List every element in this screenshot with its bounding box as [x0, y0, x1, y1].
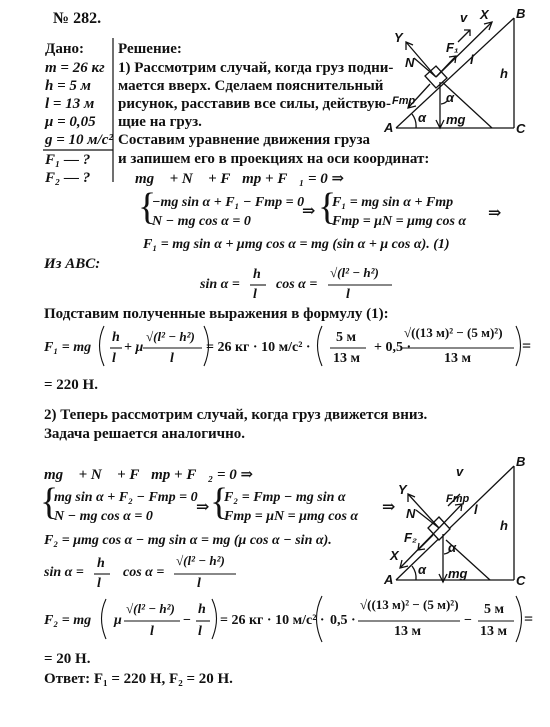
- text-line: Составим уравнение движения груза: [118, 132, 370, 148]
- fig-label-b: B: [516, 454, 526, 469]
- frac-den: l: [253, 287, 257, 302]
- frac-den: l: [198, 624, 202, 639]
- frac-num: √(l² − h²): [126, 601, 175, 616]
- frac-num: √(l² − h²): [330, 265, 379, 280]
- sin-lhs: sin α =: [44, 565, 84, 580]
- fig-label-f1: F₁: [446, 40, 459, 55]
- equals: =: [524, 611, 534, 628]
- frac-num: √(l² − h²): [146, 329, 195, 344]
- frac-den: l: [97, 576, 101, 591]
- formula-mid: = 26 кг · 10 м/с² ·: [220, 613, 325, 628]
- implies-arrow: ⇒: [302, 203, 316, 220]
- system-line: Fтр = μN = μmg cos α: [224, 509, 359, 524]
- half: 0,5 ·: [330, 613, 356, 628]
- frac-num: 5 м: [336, 330, 357, 345]
- frac-den: l: [150, 624, 154, 639]
- fig-label-n: N: [405, 55, 415, 70]
- equation-f2: F₂ = μmg cos α − mg sin α = mg (μ cos α − sin α).: [44, 533, 332, 548]
- frac-num: √((13 м)² − (5 м)²): [360, 597, 459, 612]
- frac-den: 13 м: [480, 624, 508, 639]
- system-line: F₂ = Fтр − mg sin α: [224, 490, 346, 505]
- frac-num: h: [198, 602, 206, 617]
- result-1: = 220 Н.: [44, 377, 98, 393]
- system-line: mg sin α + F₂ − Fтр = 0: [54, 490, 198, 505]
- result-2: = 20 Н.: [44, 651, 91, 667]
- fig-label-mg: mg: [446, 112, 466, 127]
- given-title: Дано:: [45, 41, 84, 57]
- given-row: h = 5 м: [45, 78, 91, 94]
- fig-label-alpha: α: [448, 540, 457, 555]
- fig-label-h: h: [500, 66, 508, 81]
- fig-label-x: X: [390, 548, 399, 563]
- brace: {: [138, 186, 157, 228]
- minus: −: [464, 613, 472, 628]
- brace: {: [40, 481, 59, 523]
- cos-lhs: cos α =: [276, 277, 318, 292]
- given-row: μ = 0,05: [45, 114, 96, 130]
- text-line: рисунок, расставив все силы, действую-: [118, 96, 391, 112]
- text-line: Задача решается аналогично.: [44, 426, 246, 442]
- fig-label-alpha: α: [418, 110, 427, 125]
- problem-number: № 282.: [53, 10, 102, 27]
- formula-mid: = 26 кг · 10 м/с² ·: [206, 340, 311, 355]
- text-line: и запишем его в проекциях на оси координат:: [118, 151, 430, 167]
- frac-num: √((13 м)² − (5 м)²): [404, 325, 503, 340]
- fig-label-v: v: [460, 10, 468, 25]
- given-row: l = 13 м: [45, 96, 95, 112]
- plus-half: + 0,5 ·: [374, 340, 412, 355]
- fig-label-c: C: [516, 121, 526, 136]
- plus-mu: + μ: [124, 340, 144, 355]
- fig-label-h: h: [500, 518, 508, 533]
- frac-den: 13 м: [394, 624, 422, 639]
- system-line: Fтр = μN = μmg cos α: [332, 214, 467, 229]
- fig-label-v: v: [456, 464, 464, 479]
- implies-arrow: ⇒: [382, 499, 396, 516]
- frac-num: h: [253, 267, 261, 282]
- fig-label-x: X: [480, 7, 489, 22]
- fig-label-a: A: [384, 572, 394, 587]
- frac-num: h: [112, 330, 120, 345]
- from-abc: Из ABC:: [44, 256, 101, 272]
- frac-den: l: [346, 287, 350, 302]
- formula-lhs: F₂ = mg: [44, 613, 92, 628]
- answer-line: Ответ: F₁ = 220 Н, F₂ = 20 Н.: [44, 671, 233, 687]
- formula-lhs: F₁ = mg: [44, 340, 92, 355]
- text-line: щие на груз.: [118, 114, 202, 130]
- frac-den: l: [197, 576, 201, 591]
- given-row: g = 10 м/с²: [45, 132, 113, 148]
- brace: {: [318, 186, 337, 228]
- equation-motion-1: mg⃗ + N⃗ + F⃗тр + F⃗₁ = 0 ⇒: [135, 171, 345, 187]
- brace: {: [210, 481, 229, 523]
- fig-label-mg: mg: [448, 566, 468, 581]
- equation-f1: F₁ = mg sin α + μmg cos α = mg (sin α + μ cos α). (1): [143, 237, 450, 252]
- fig-label-alpha: α: [446, 90, 455, 105]
- fig-label-b: B: [516, 6, 526, 21]
- fig-label-l: l: [470, 52, 474, 67]
- frac-num: h: [97, 556, 105, 571]
- mu: μ: [114, 613, 122, 628]
- implies-arrow: ⇒: [488, 205, 502, 222]
- text-line: Подставим полученные выражения в формулу (1):: [44, 306, 389, 322]
- fig-label-a: A: [384, 120, 394, 135]
- frac-num: √(l² − h²): [176, 553, 225, 568]
- equals: =: [522, 338, 532, 355]
- frac-num: 5 м: [484, 602, 505, 617]
- system-line: N − mg cos α = 0: [54, 509, 153, 524]
- frac-den: l: [170, 351, 174, 366]
- text-line: 1) Рассмотрим случай, когда груз подни-: [118, 60, 394, 76]
- system-line: F₁ = mg sin α + Fтр: [332, 195, 454, 210]
- fig-label-y: Y: [394, 30, 403, 45]
- implies-arrow: ⇒: [196, 499, 210, 516]
- frac-den: 13 м: [444, 351, 472, 366]
- fig-label-n: N: [406, 506, 416, 521]
- fig-label-c: C: [516, 573, 526, 588]
- system-line: −mg sin α + F₁ − Fтр = 0: [152, 195, 305, 210]
- fig-label-ftr: Fтр: [446, 493, 470, 505]
- fig-label-f2: F₂: [404, 530, 417, 545]
- fig-label-y: Y: [398, 482, 407, 497]
- frac-den: 13 м: [333, 351, 361, 366]
- text-line: мается вверх. Сделаем пояснительный: [118, 78, 384, 94]
- unknown-row: F₂ — ?: [45, 170, 91, 186]
- fig-label-ftr: Fтр: [392, 95, 416, 107]
- solution-title: Решение:: [118, 41, 182, 57]
- fig-label-alpha: α: [418, 562, 427, 577]
- minus: −: [183, 613, 191, 628]
- unknown-row: F₁ — ?: [45, 152, 91, 168]
- equation-motion-2: mg⃗ + N⃗ + F⃗тр + F⃗₂ = 0 ⇒: [44, 467, 254, 483]
- system-line: N − mg cos α = 0: [152, 214, 251, 229]
- frac-den: l: [112, 351, 116, 366]
- sin-lhs: sin α =: [200, 277, 240, 292]
- fig-label-l: l: [474, 502, 478, 517]
- cos-lhs: cos α =: [123, 565, 165, 580]
- given-row: m = 26 кг: [45, 60, 105, 76]
- text-line: 2) Теперь рассмотрим случай, когда груз движется вниз.: [44, 407, 428, 423]
